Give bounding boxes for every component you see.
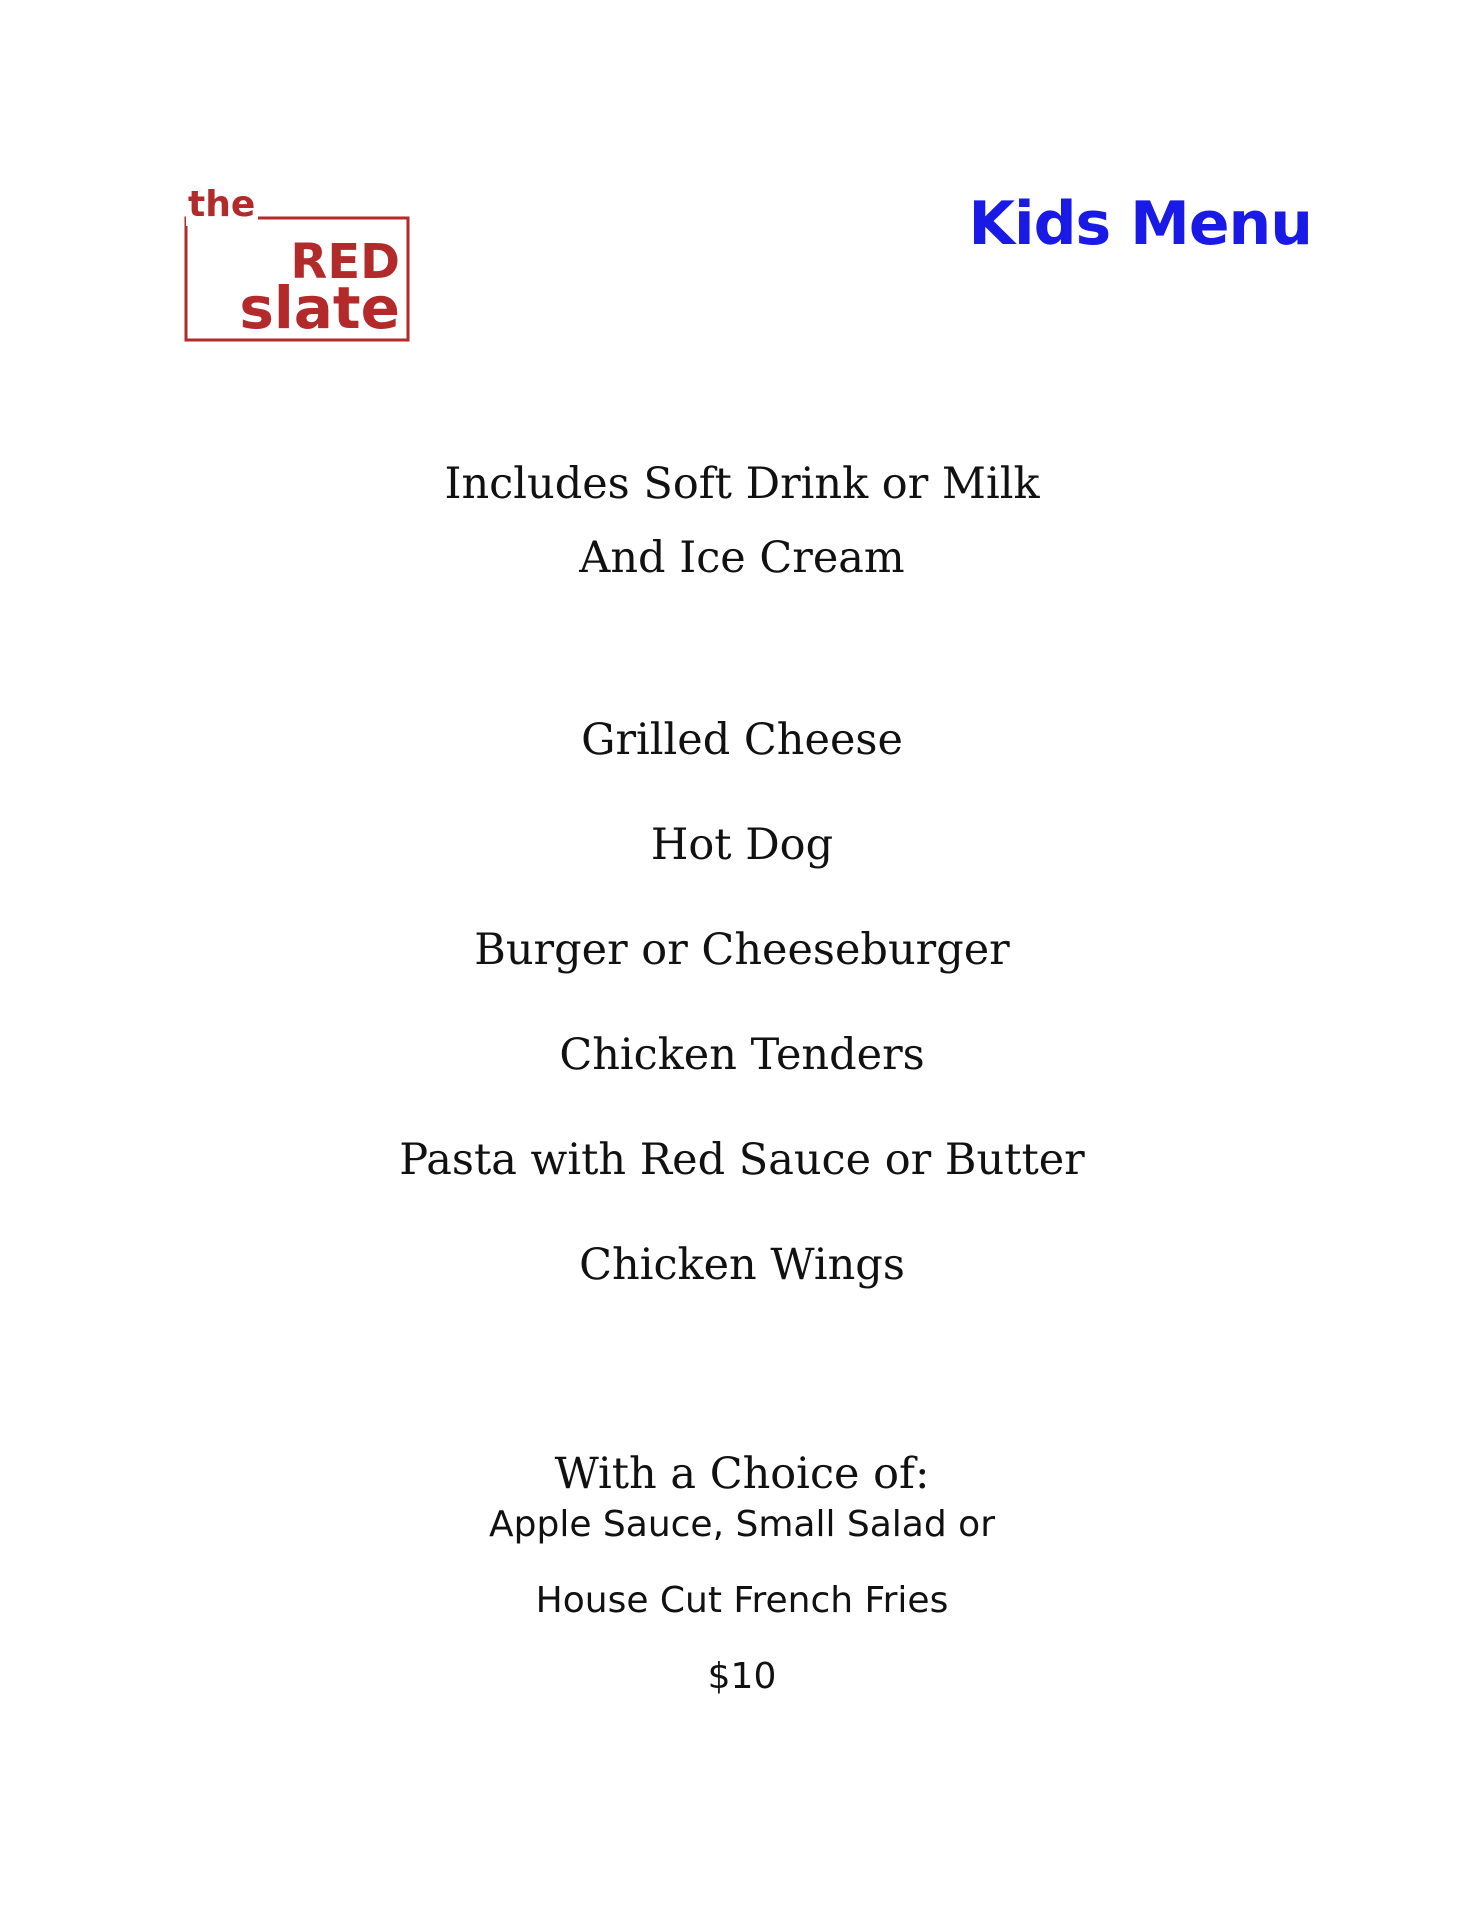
logo-text-the: the [188, 184, 256, 225]
menu-item-chicken-wings: Chicken Wings [579, 1240, 905, 1290]
menu-item-hot-dog: Hot Dog [650, 820, 834, 870]
sides-options-line-2: House Cut French Fries [535, 1580, 949, 1621]
logo-text-red: RED [290, 234, 400, 290]
menu-item-chicken-tenders: Chicken Tenders [559, 1030, 925, 1080]
sides-options-line-1: Apple Sauce, Small Salad or [488, 1504, 995, 1545]
logo-graphic [184, 178, 414, 348]
price: $10 [707, 1656, 777, 1697]
page-title: Kids Menu [968, 189, 1312, 259]
includes-line-2: And Ice Cream [579, 533, 905, 583]
logo-text-slate: slate [239, 274, 400, 342]
the-red-slate-logo [184, 178, 414, 348]
includes-line-1: Includes Soft Drink or Milk [444, 459, 1040, 509]
menu-item-grilled-cheese: Grilled Cheese [581, 715, 903, 765]
menu-item-pasta: Pasta with Red Sauce or Butter [399, 1135, 1085, 1185]
sides-heading: With a Choice of: [554, 1449, 930, 1499]
menu-item-burger: Burger or Cheeseburger [474, 925, 1010, 975]
